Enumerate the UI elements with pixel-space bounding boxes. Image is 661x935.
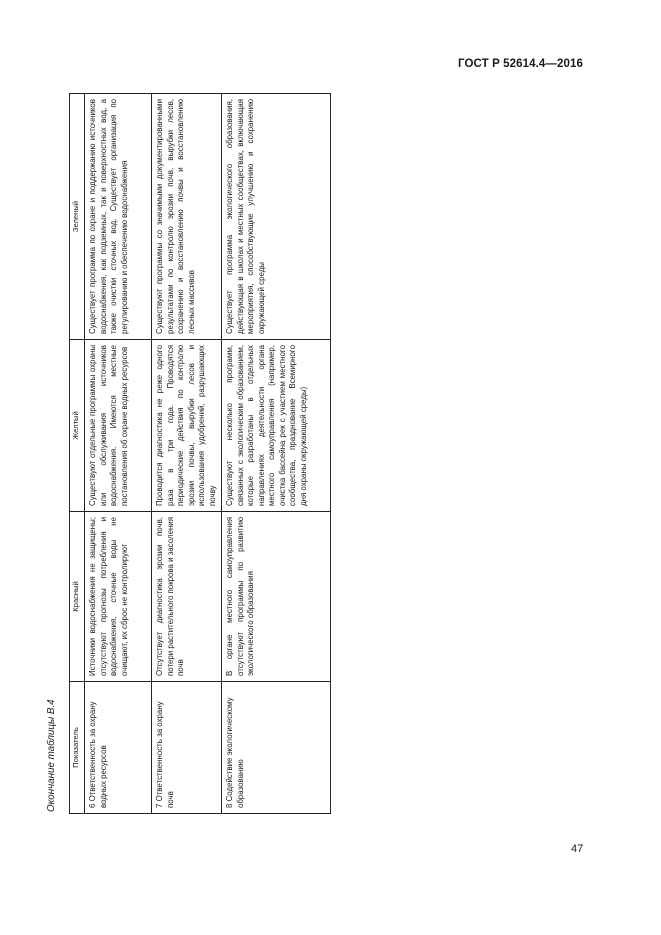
table-header-row	[70, 94, 85, 814]
header-red: Красный	[70, 512, 85, 682]
cell-indicator: 6 Ответственность за охрану водных ресурсов	[85, 682, 152, 814]
cell-yellow: Существуют несколько программ, связанных с экологическим образованием, которые разработаны в отдельных направлениях деятельности органа местного самоуправления (например, очистка бассейна рек с участием местного сообщества, празднование Всемирного дня охраны окружающей среды)	[222, 340, 331, 512]
cell-red: Отсутствует диагностика эрозии почв, потери растительного покрова и засоления почв	[152, 512, 222, 682]
cell-yellow: Существуют отдельные программы охраны или обслуживания источников водоснабжения. Имеются местные постановления об охране водных ресурсов	[85, 340, 152, 512]
table-row	[152, 94, 222, 814]
cell-green: Существует программа по охране и поддержанию источников водоснабжения, как подземных, так и поверхностных вод, а также очистки сточных вод. Существует организация по регулированию и обеспечению водоснабжения	[85, 94, 152, 340]
page-number: 47	[571, 843, 584, 855]
table-row	[85, 94, 152, 814]
cell-green: Существуют программы со значимыми документированными результатами по контролю эрозии почв, вырубки лесов, сохранению и восстановлению почвы и восстановлению лесных массивов	[152, 94, 222, 340]
cell-yellow: Проводится диагностика не реже одного раза в три года. Проводятся периодические действия по контролю эрозии почвы, вырубки лесов и использования удобрений, разрушающих почву	[152, 340, 222, 512]
table-row	[222, 94, 331, 814]
cell-green: Существует программа экологического образования, действующая в школах и местных сообществах, включающая мероприятия, способствующие улучшению и сохранению окружающей среды	[222, 94, 331, 340]
rotated-table-block	[46, 94, 346, 814]
cell-indicator: 7 Ответственность за охрану почв	[152, 682, 222, 814]
document-header: ГОСТ Р 52614.4—2016	[458, 58, 583, 70]
header-green: Зеленый	[70, 94, 85, 340]
cell-red: Источники водоснабжения не защищены; отсутствуют прогнозы потребления и водоснабжения, сточные воды не очищают, их сброс не контролируют	[85, 512, 152, 682]
header-yellow: Желтый	[70, 340, 85, 512]
table-caption: Окончание таблицы В.4	[46, 699, 57, 812]
cell-red: В органе местного самоуправления отсутствуют программы по развитию экологического образования	[222, 512, 331, 682]
cell-indicator: 8 Содействие экологическому образованию	[222, 682, 331, 814]
data-table	[69, 93, 331, 814]
header-indicator: Показатель	[70, 682, 85, 814]
